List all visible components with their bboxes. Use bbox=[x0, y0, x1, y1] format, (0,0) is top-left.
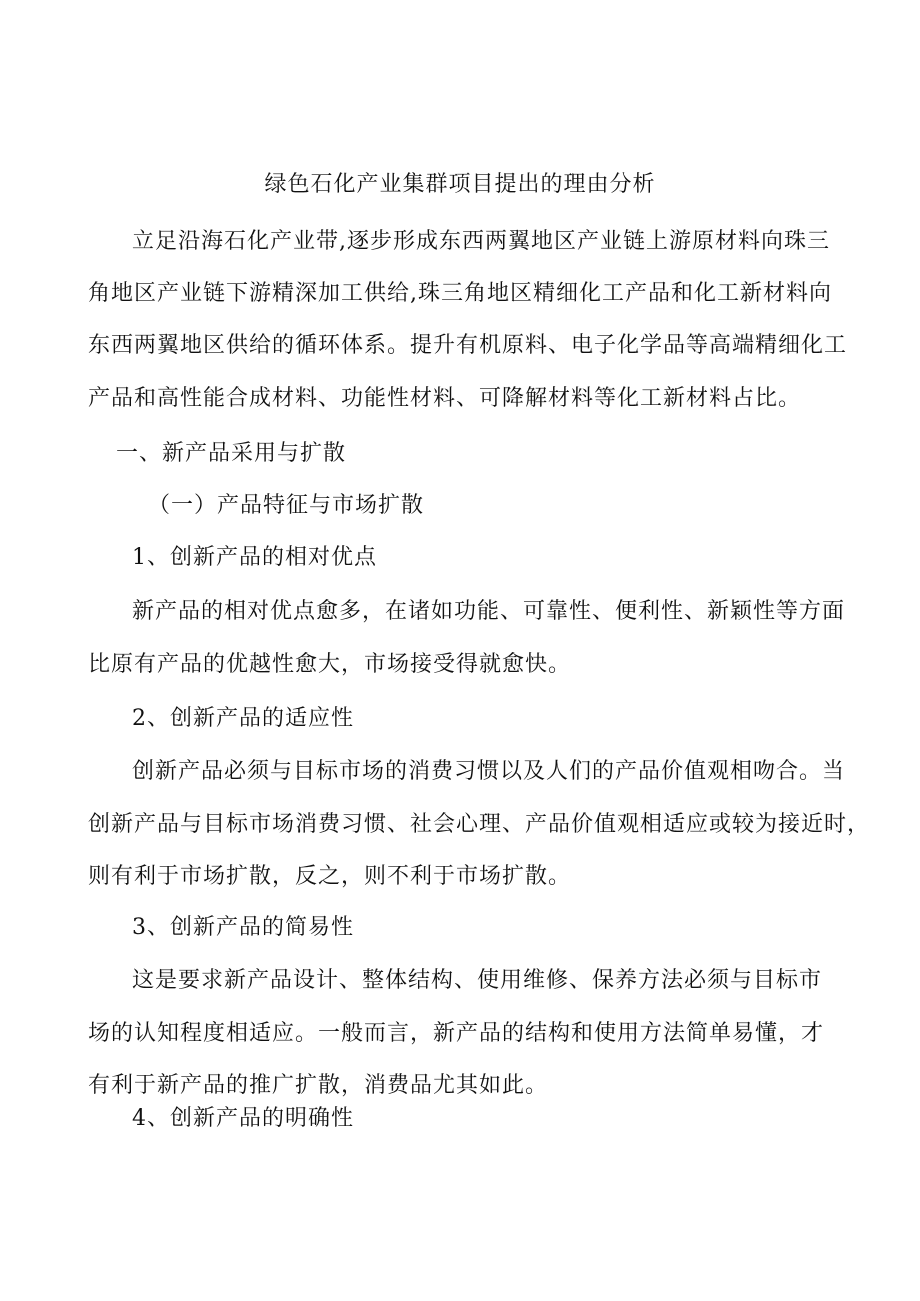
item-3-line-3: 有利于新产品的推广扩散，消费品尤其如此。 bbox=[88, 1073, 549, 1098]
item-2-heading: 2、创新产品的适应性 bbox=[132, 706, 354, 731]
document-title: 绿色石化产业集群项目提出的理由分析 bbox=[264, 172, 656, 197]
item-2-line-1: 创新产品必须与目标市场的消费习惯以及人们的产品价值观相吻合。当 bbox=[132, 759, 846, 784]
section-heading: 一、新产品采用与扩散 bbox=[116, 441, 347, 466]
intro-line-3: 东西两翼地区供给的循环体系。提升有机原料、电子化学品等高端精细化工 bbox=[88, 333, 848, 358]
item-3-heading: 3、创新产品的简易性 bbox=[132, 915, 354, 940]
item-1-line-1: 新产品的相对优点愈多，在诸如功能、可靠性、便利性、新颖性等方面 bbox=[132, 599, 846, 624]
item-4-heading: 4、创新产品的明确性 bbox=[132, 1106, 354, 1131]
item-1-heading: 1、创新产品的相对优点 bbox=[132, 545, 377, 570]
subsection-heading: （一）产品特征与市场扩散 bbox=[148, 493, 425, 518]
item-2-line-2: 创新产品与目标市场消费习惯、社会心理、产品价值观相适应或较为接近时， bbox=[88, 812, 871, 837]
item-3-line-1: 这是要求新产品设计、整体结构、使用维修、保养方法必须与目标市 bbox=[132, 968, 823, 993]
intro-line-1: 立足沿海石化产业带,逐步形成东西两翼地区产业链上游原材料向珠三 bbox=[132, 229, 830, 254]
intro-line-4: 产品和高性能合成材料、功能性材料、可降解材料等化工新材料占比。 bbox=[88, 386, 802, 411]
item-1-line-2: 比原有产品的优越性愈大，市场接受得就愈快。 bbox=[88, 652, 572, 677]
item-2-line-3: 则有利于市场扩散，反之，则不利于市场扩散。 bbox=[88, 864, 572, 889]
intro-line-2: 角地区产业链下游精深加工供给,珠三角地区精细化工产品和化工新材料向 bbox=[88, 281, 832, 306]
item-3-line-2: 场的认知程度相适应。一般而言，新产品的结构和使用方法简单易懂，才 bbox=[88, 1021, 825, 1046]
